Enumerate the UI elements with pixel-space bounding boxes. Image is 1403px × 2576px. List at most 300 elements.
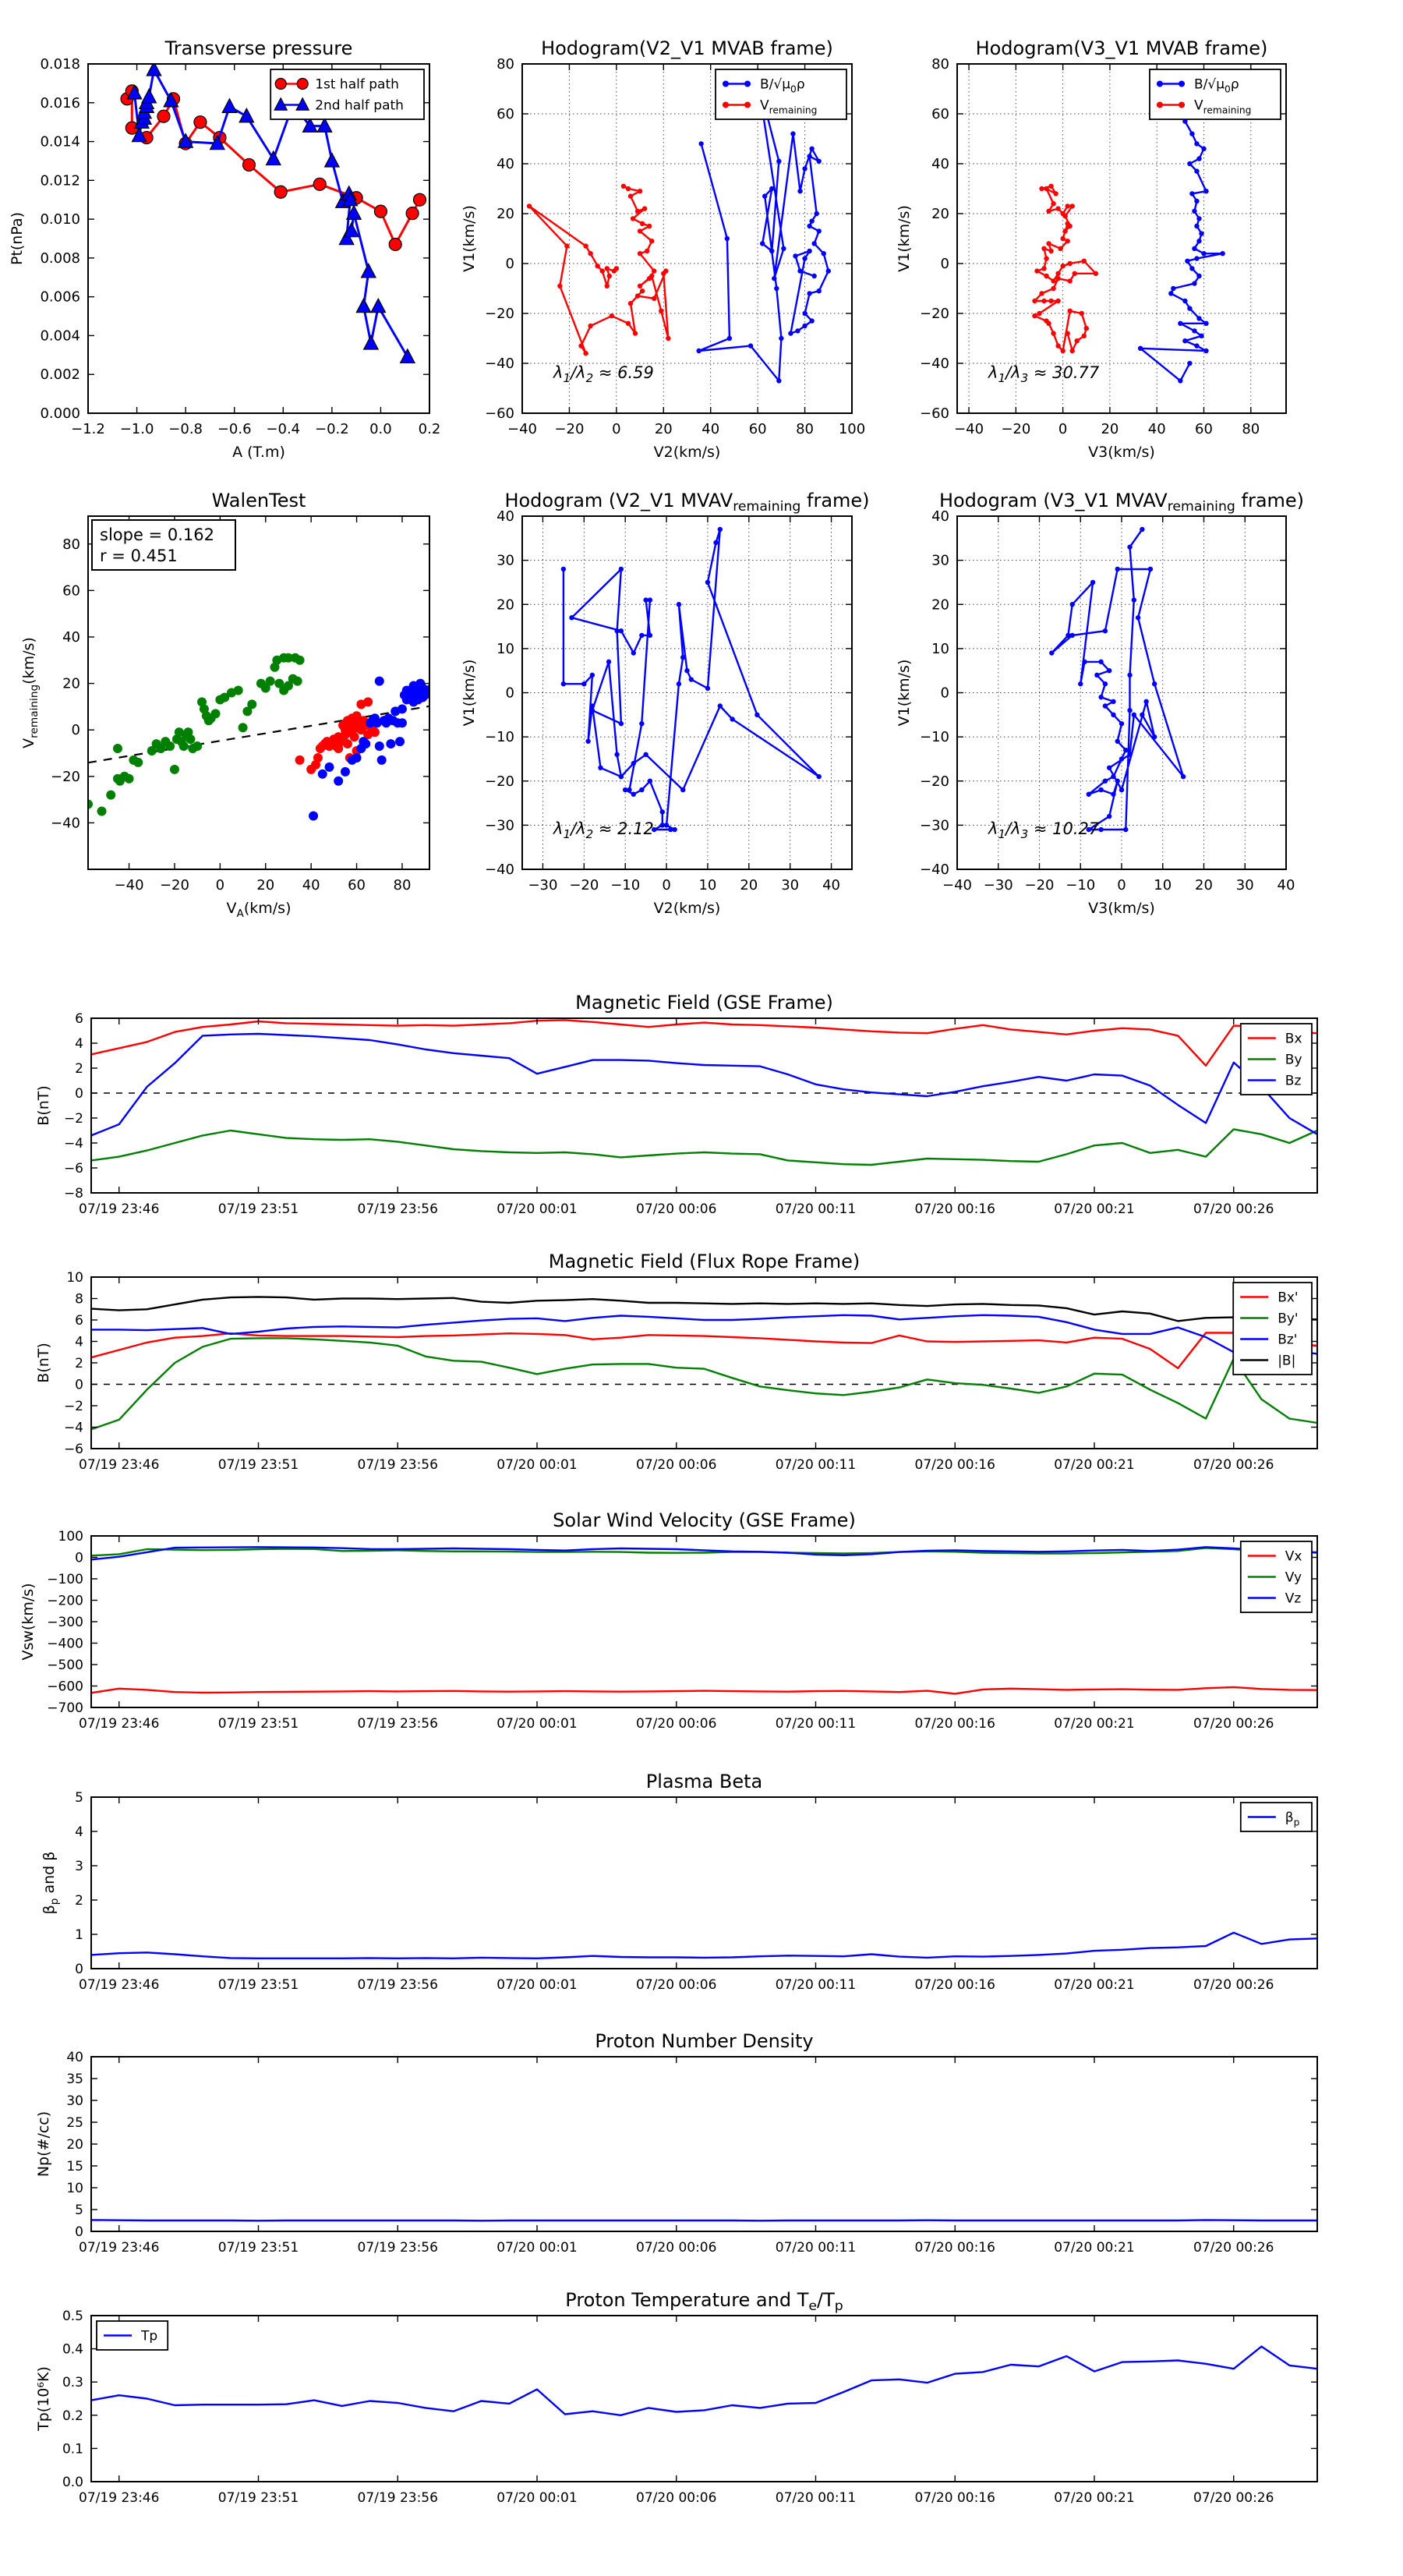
- x-axis-label: V2(km/s): [653, 900, 721, 917]
- x-tick-label: 20: [256, 877, 275, 893]
- y-tick-label: 60: [931, 106, 949, 122]
- x-tick-label: 07/19 23:46: [79, 1457, 160, 1473]
- x-tick-label: 07/20 00:11: [775, 2240, 857, 2256]
- y-tick-label: 0.000: [40, 405, 80, 422]
- x-tick-label: 07/19 23:46: [79, 1201, 160, 1217]
- dot-marker: [370, 727, 380, 737]
- circle-marker: [389, 238, 401, 250]
- y-tick-label: 6: [75, 1313, 83, 1329]
- dot-marker: [595, 264, 599, 268]
- dot-marker: [1065, 221, 1069, 226]
- dot-marker: [631, 792, 636, 797]
- y-tick-label: −200: [47, 1593, 83, 1609]
- y-tick-label: 10: [931, 640, 949, 657]
- dot-marker: [1196, 216, 1201, 221]
- triangle-marker: [362, 264, 376, 278]
- plot-area: [1049, 527, 1186, 832]
- y-tick-label: 0: [505, 685, 514, 702]
- series-|B|: [91, 1297, 1317, 1321]
- dot-marker: [790, 131, 795, 136]
- x-axis-label: V3(km/s): [1088, 900, 1155, 917]
- x-tick-label: −1.0: [119, 421, 154, 437]
- dot-marker: [1103, 703, 1108, 708]
- dot-marker: [1082, 334, 1087, 338]
- dot-marker: [1119, 756, 1124, 761]
- dot-marker: [776, 378, 781, 383]
- series-By: [91, 1129, 1317, 1165]
- x-tick-label: −20: [1024, 877, 1055, 893]
- dot-marker: [730, 717, 734, 721]
- dot-marker: [578, 343, 583, 348]
- dot-marker: [193, 741, 202, 751]
- y-tick-label: −600: [47, 1679, 83, 1695]
- x-axis-label: V2(km/s): [653, 444, 721, 461]
- dot-marker: [645, 249, 649, 253]
- y-tick-label: 15: [66, 2159, 83, 2174]
- axes-frame: [91, 1797, 1317, 1969]
- dot-marker: [1192, 328, 1196, 333]
- dot-marker: [1049, 650, 1054, 655]
- chart-title: Hodogram(V3_V1 MVAB frame): [975, 37, 1268, 59]
- plot-area: [91, 1020, 1317, 1165]
- dot-marker: [1055, 206, 1060, 211]
- legend: [716, 69, 846, 119]
- x-tick-label: 07/20 00:26: [1193, 2490, 1274, 2506]
- dot-marker: [696, 349, 701, 353]
- dot-marker: [590, 708, 595, 713]
- x-tick-label: −20: [554, 421, 585, 437]
- y-tick-label: 10: [66, 2181, 83, 2196]
- series-beta_p: [91, 1933, 1317, 1959]
- y-axis-label: V1(km/s): [896, 659, 913, 727]
- dot-marker: [626, 186, 631, 191]
- y-tick-label: 0: [71, 722, 80, 739]
- x-tick-label: 40: [702, 421, 720, 437]
- x-tick-label: 07/19 23:51: [217, 2490, 299, 2506]
- dot-marker: [1132, 713, 1136, 717]
- dot-marker: [1119, 721, 1124, 726]
- y-tick-label: 20: [66, 2137, 83, 2153]
- dot-marker: [648, 597, 652, 602]
- dot-marker: [588, 251, 592, 256]
- dot-marker: [1189, 266, 1194, 271]
- dot-marker: [1051, 201, 1055, 206]
- dot-marker: [179, 741, 189, 751]
- dot-marker: [211, 709, 221, 718]
- chart-walen-test: [20, 490, 436, 920]
- dot-marker: [1196, 239, 1201, 243]
- dot-marker: [1203, 349, 1208, 353]
- y-tick-label: −700: [47, 1700, 83, 1716]
- chart-mag-gse: [35, 992, 1317, 1217]
- legend-label: Bz': [1278, 1332, 1298, 1348]
- chart-hodogram-v3v1-mvab: [896, 37, 1286, 461]
- circle-marker: [274, 186, 287, 198]
- dot-marker: [1046, 321, 1051, 326]
- dot-marker: [1039, 186, 1044, 191]
- y-tick-label: −30: [485, 817, 514, 834]
- x-tick-label: 40: [302, 877, 320, 893]
- dot-marker: [1194, 224, 1199, 228]
- dot-marker: [1055, 299, 1060, 303]
- plot-area: [91, 1933, 1317, 1959]
- legend: [270, 69, 424, 119]
- y-tick-label: −400: [47, 1636, 83, 1652]
- y-tick-label: 6: [75, 1011, 83, 1027]
- ticks: [62, 2309, 1317, 2506]
- legend: [1233, 1283, 1312, 1375]
- dot-marker: [170, 765, 179, 774]
- legend-label: $V_{remaining}$: [760, 97, 818, 116]
- dot-marker: [598, 766, 603, 770]
- chart-title: Magnetic Field (Flux Rope Frame): [548, 1251, 861, 1272]
- x-tick-label: 40: [1277, 877, 1295, 893]
- circle-marker: [406, 207, 419, 220]
- dot-marker: [774, 286, 779, 291]
- triangle-marker: [401, 349, 415, 363]
- legend-label: Vy: [1285, 1569, 1302, 1586]
- x-tick-label: 07/20 00:06: [636, 1716, 717, 1732]
- axes-frame: [91, 2057, 1317, 2231]
- dot-marker: [1094, 673, 1099, 678]
- dot-marker: [779, 336, 783, 341]
- dot-marker: [133, 758, 143, 767]
- y-tick-label: 40: [931, 508, 949, 525]
- dot-marker: [341, 767, 350, 777]
- y-axis-label: V1(km/s): [896, 205, 913, 272]
- x-tick-label: 07/19 23:56: [357, 1201, 438, 1217]
- x-tick-label: 07/19 23:51: [217, 1977, 299, 1993]
- y-tick-label: 2: [75, 1356, 83, 1371]
- dot-marker: [1203, 321, 1208, 326]
- dot-marker: [1103, 779, 1108, 784]
- dot-marker: [802, 311, 807, 316]
- chart-title: Proton Temperature and $T_e/T_p$: [565, 2289, 843, 2314]
- chart-mag-fluxrope: [35, 1251, 1317, 1473]
- dot-marker: [793, 253, 797, 258]
- x-tick-label: 30: [1235, 877, 1254, 893]
- dot-marker: [1136, 615, 1140, 620]
- dot-marker: [684, 668, 689, 673]
- series-B/sqrt(mu0 rho): [699, 76, 829, 380]
- x-tick-label: 07/20 00:21: [1054, 1201, 1135, 1217]
- dot-marker: [1034, 268, 1039, 273]
- dot-marker: [723, 102, 729, 108]
- dot-marker: [557, 284, 562, 288]
- dot-marker: [1070, 203, 1075, 208]
- dot-marker: [343, 739, 352, 748]
- dot-marker: [772, 276, 776, 281]
- y-tick-label: −100: [47, 1572, 83, 1587]
- dot-marker: [807, 154, 811, 158]
- y-tick-label: 0: [75, 1550, 83, 1566]
- chart-plasma-beta: [41, 1771, 1317, 1993]
- y-tick-label: −8: [63, 1186, 83, 1201]
- x-axis-label: V3(km/s): [1088, 444, 1155, 461]
- stats-box: [92, 520, 235, 570]
- y-tick-label: 0.004: [40, 327, 80, 345]
- dot-marker: [619, 774, 624, 779]
- dot-marker: [809, 318, 814, 323]
- x-tick-label: 07/20 00:16: [914, 2490, 995, 2506]
- y-tick-label: 20: [497, 206, 514, 222]
- y-tick-label: −20: [920, 306, 949, 322]
- x-tick-label: 07/20 00:16: [914, 1457, 995, 1473]
- annotation: $\lambda_1/\lambda_2 \approx 2.12$: [553, 819, 654, 841]
- dot-marker: [1041, 266, 1046, 271]
- legend: [97, 2321, 168, 2350]
- dot-marker: [1060, 264, 1065, 268]
- dot-marker: [614, 266, 619, 271]
- dot-marker: [638, 251, 642, 256]
- y-tick-label: −20: [51, 768, 80, 785]
- series-V remaining path: [1051, 529, 1183, 830]
- x-tick-label: 07/20 00:11: [775, 1457, 857, 1473]
- y-axis-label: V1(km/s): [461, 659, 478, 727]
- y-tick-label: 30: [66, 2093, 83, 2109]
- dot-marker: [564, 243, 569, 248]
- dot-marker: [395, 737, 405, 746]
- x-tick-label: 07/20 00:16: [914, 2240, 995, 2256]
- dot-marker: [1070, 602, 1075, 607]
- dot-marker: [762, 193, 767, 198]
- x-tick-label: 07/20 00:06: [636, 2490, 717, 2506]
- x-tick-label: 07/19 23:51: [217, 1716, 299, 1732]
- series-Bx: [91, 1020, 1317, 1065]
- series-Bz': [91, 1315, 1317, 1354]
- circle-marker: [297, 79, 308, 90]
- dot-marker: [386, 739, 395, 748]
- dot-marker: [623, 787, 627, 792]
- y-axis-label: B(nT): [35, 1085, 52, 1126]
- chart-title: Hodogram (V3_V1 $MVAV_{remaining}$ frame): [938, 490, 1305, 515]
- x-tick-label: 10: [1154, 877, 1172, 893]
- dot-marker: [1123, 748, 1128, 752]
- x-tick-label: −40: [507, 421, 537, 437]
- y-tick-label: −6: [63, 1161, 83, 1177]
- y-tick-label: −300: [47, 1615, 83, 1630]
- y-tick-label: −40: [920, 356, 949, 372]
- dot-marker: [1220, 251, 1225, 256]
- x-tick-label: −40: [114, 877, 144, 893]
- y-tick-label: 4: [75, 1036, 83, 1052]
- dot-marker: [677, 681, 681, 686]
- dot-marker: [607, 274, 612, 278]
- legend-label: Bx: [1285, 1031, 1302, 1047]
- dot-marker: [605, 284, 610, 288]
- series-Vy: [91, 1548, 1317, 1555]
- dot-marker: [1084, 326, 1089, 331]
- x-tick-label: 07/20 00:11: [775, 2490, 857, 2506]
- y-tick-label: 40: [931, 156, 949, 172]
- dot-marker: [626, 321, 631, 326]
- dot-marker: [1080, 311, 1084, 316]
- legend-label: |B|: [1278, 1353, 1296, 1369]
- dot-marker: [1044, 274, 1048, 278]
- dot-marker: [1140, 527, 1144, 532]
- ticks: [920, 508, 1295, 893]
- dot-marker: [1119, 787, 1124, 792]
- x-tick-label: −30: [983, 877, 1013, 893]
- dot-marker: [727, 336, 732, 341]
- dot-marker: [590, 673, 595, 678]
- y-tick-label: 20: [62, 675, 80, 692]
- dot-marker: [809, 218, 814, 223]
- x-tick-label: −30: [528, 877, 558, 893]
- y-tick-label: 20: [497, 596, 514, 614]
- x-tick-label: 20: [1195, 877, 1213, 893]
- series-B/sqrt(mu0 rho): [1140, 79, 1223, 380]
- y-axis-label: Np(#/cc): [35, 2111, 52, 2178]
- dot-marker: [822, 251, 826, 256]
- circle-marker: [157, 110, 170, 122]
- dot-marker: [1067, 261, 1072, 266]
- x-axis-label: $V_A(km/s)$: [226, 900, 292, 920]
- x-tick-label: −1.2: [71, 421, 105, 437]
- x-tick-label: 0.0: [369, 421, 392, 437]
- y-tick-label: −60: [920, 405, 949, 422]
- y-tick-label: 10: [66, 1270, 83, 1286]
- dot-marker: [106, 791, 115, 800]
- y-tick-label: 0.4: [62, 2341, 83, 2358]
- y-tick-label: 40: [62, 628, 80, 646]
- dot-marker: [647, 224, 652, 228]
- ticks: [75, 1790, 1317, 1993]
- x-tick-label: 07/20 00:11: [775, 1716, 857, 1732]
- dot-marker: [807, 291, 811, 295]
- dot-marker: [610, 313, 614, 318]
- dot-marker: [1067, 309, 1072, 313]
- dot-marker: [1178, 378, 1182, 383]
- triangle-marker: [142, 89, 156, 103]
- ticks: [51, 516, 429, 893]
- ticks: [66, 2050, 1317, 2256]
- y-tick-label: −500: [47, 1658, 83, 1673]
- dot-marker: [1041, 246, 1046, 251]
- dot-marker: [619, 628, 624, 633]
- dot-marker: [788, 331, 793, 335]
- dot-marker: [680, 787, 685, 792]
- dot-marker: [1194, 343, 1199, 348]
- x-tick-label: 07/20 00:26: [1193, 1716, 1274, 1732]
- x-tick-label: 07/20 00:01: [497, 1716, 578, 1732]
- ticks: [64, 1270, 1317, 1473]
- dot-marker: [1039, 291, 1044, 295]
- y-tick-label: 80: [931, 56, 949, 73]
- dot-marker: [817, 288, 822, 293]
- dot-marker: [631, 761, 636, 766]
- y-tick-label: 0.010: [40, 211, 80, 228]
- dot-marker: [1053, 191, 1058, 196]
- y-tick-label: 20: [931, 596, 949, 614]
- dot-marker: [561, 567, 566, 571]
- y-tick-label: 0.012: [40, 172, 80, 189]
- x-axis-label: A (T.m): [232, 444, 285, 461]
- dot-marker: [1075, 338, 1080, 343]
- x-tick-label: 07/20 00:16: [914, 1716, 995, 1732]
- dot-marker: [1179, 102, 1185, 108]
- dot-marker: [628, 193, 633, 198]
- dot-marker: [1094, 271, 1098, 276]
- dot-marker: [1189, 131, 1194, 136]
- dot-marker: [1178, 321, 1182, 326]
- dot-marker: [1044, 256, 1048, 260]
- dot-marker: [1098, 695, 1103, 699]
- x-tick-label: 07/19 23:46: [79, 2240, 160, 2256]
- y-tick-label: 40: [497, 156, 514, 172]
- dot-marker: [1051, 331, 1055, 335]
- dot-marker: [1065, 239, 1069, 243]
- y-axis-label: $\beta_p$ and β: [41, 1851, 61, 1915]
- chart-hodogram-v2v1-mvav: [461, 490, 870, 917]
- x-tick-label: 07/20 00:01: [497, 1977, 578, 1993]
- legend-label: 1st half path: [315, 76, 399, 93]
- annotation: $\lambda_1/\lambda_3 \approx 30.77$: [988, 363, 1100, 385]
- y-tick-label: 80: [62, 536, 80, 553]
- x-tick-label: 07/20 00:26: [1193, 1201, 1274, 1217]
- y-tick-label: 0: [75, 2224, 83, 2240]
- dot-marker: [590, 703, 595, 708]
- circle-marker: [313, 178, 326, 190]
- x-tick-label: 07/20 00:21: [1054, 1716, 1135, 1732]
- dot-marker: [631, 216, 635, 221]
- axes-frame: [91, 1018, 1317, 1193]
- y-tick-label: 4: [75, 1824, 83, 1840]
- dot-marker: [1070, 349, 1075, 353]
- dot-marker: [642, 206, 647, 211]
- dot-marker: [361, 739, 370, 748]
- dot-marker: [1048, 249, 1053, 253]
- y-tick-label: 0: [505, 256, 514, 272]
- dot-marker: [649, 239, 654, 243]
- dot-marker: [583, 351, 588, 356]
- dot-marker: [1181, 774, 1186, 779]
- x-tick-label: 07/20 00:21: [1054, 1457, 1135, 1473]
- x-tick-label: 0: [1117, 877, 1126, 893]
- y-tick-label: −60: [485, 405, 514, 422]
- dot-marker: [635, 293, 640, 298]
- chart-title: Plasma Beta: [645, 1771, 763, 1792]
- dot-marker: [638, 228, 642, 233]
- y-tick-label: −2: [63, 1399, 83, 1414]
- x-tick-label: 07/19 23:56: [357, 1716, 438, 1732]
- x-tick-label: 07/20 00:21: [1054, 2490, 1135, 2506]
- dot-marker: [165, 741, 175, 751]
- dot-marker: [1082, 259, 1087, 264]
- triangle-marker: [267, 151, 281, 165]
- y-tick-label: 5: [75, 2203, 83, 2218]
- x-tick-label: 20: [1101, 421, 1119, 437]
- dot-marker: [350, 732, 359, 741]
- circle-marker: [374, 205, 387, 218]
- triangle-marker: [239, 108, 253, 122]
- dot-marker: [663, 268, 668, 273]
- dot-marker: [705, 686, 710, 691]
- x-tick-label: 07/20 00:26: [1193, 1977, 1274, 1993]
- dot-marker: [664, 823, 669, 827]
- dot-marker: [186, 734, 195, 744]
- dot-marker: [1070, 633, 1075, 638]
- y-axis-label: Tp(10⁶K): [35, 2366, 52, 2431]
- dot-marker: [769, 186, 774, 191]
- dot-marker: [1179, 81, 1185, 87]
- dot-marker: [561, 681, 566, 686]
- dot-marker: [1032, 313, 1037, 318]
- dot-marker: [677, 602, 681, 607]
- dot-marker: [640, 221, 645, 226]
- x-tick-label: −0.6: [217, 421, 252, 437]
- dot-marker: [723, 81, 729, 87]
